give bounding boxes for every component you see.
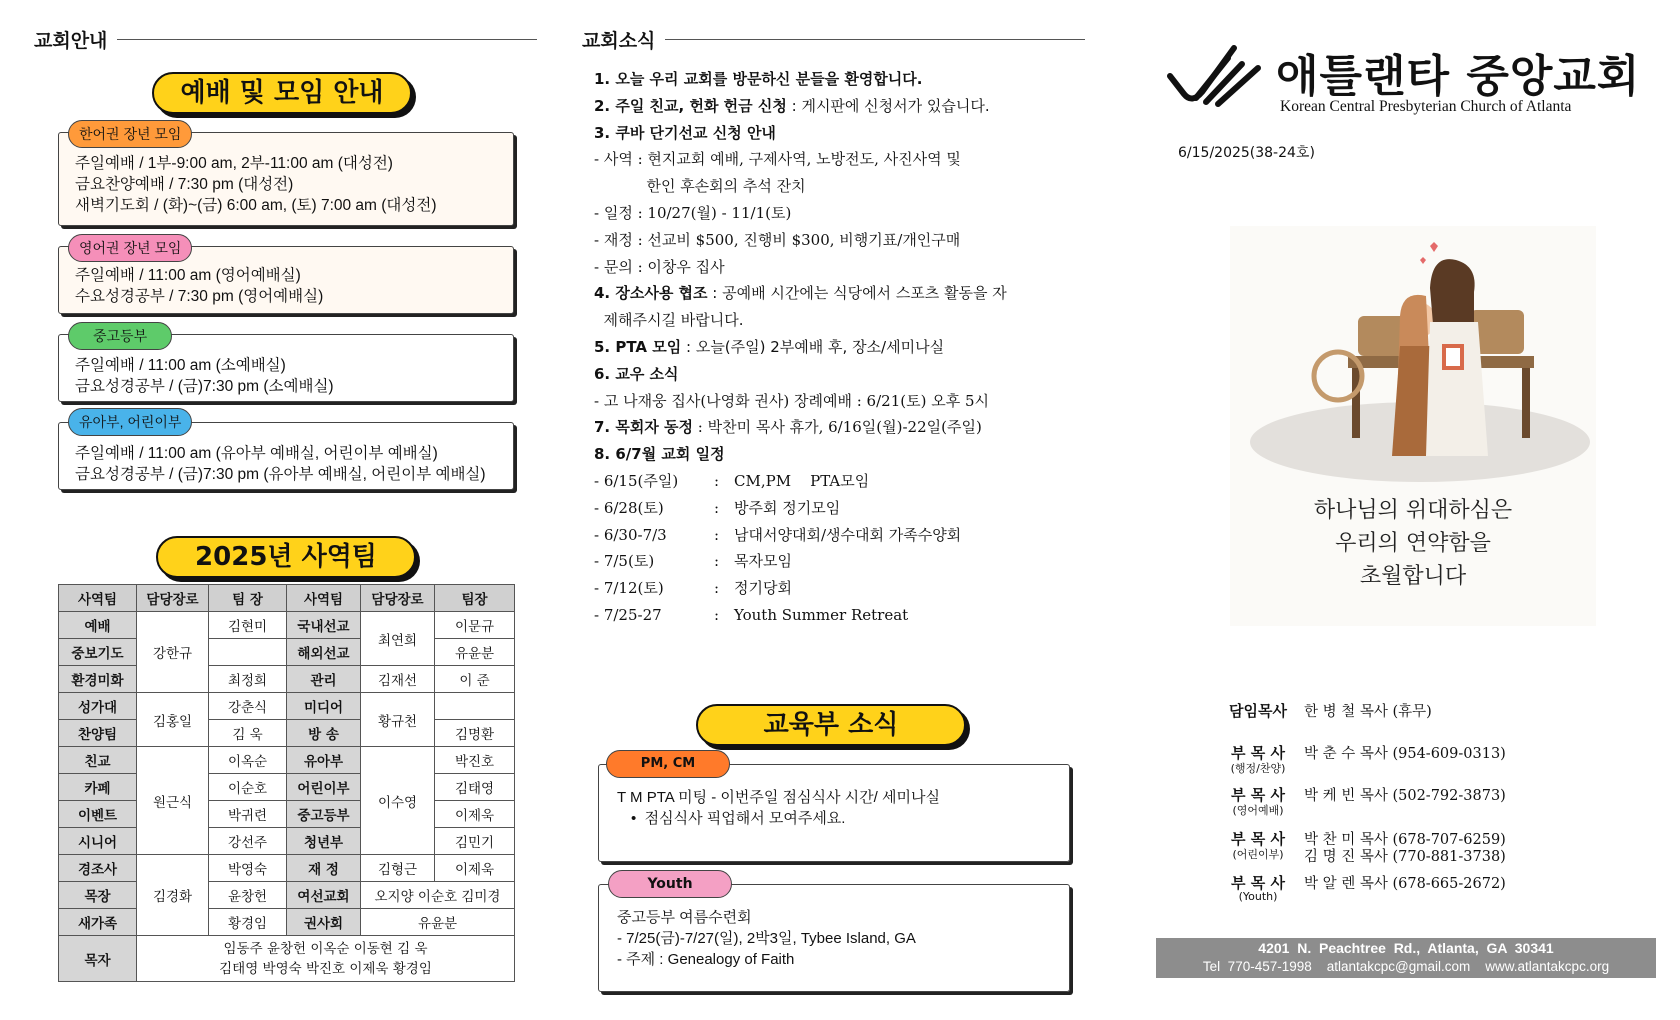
- table-row: [59, 693, 515, 720]
- news-item: 5. PTA 모임 : 오늘(주일) 2부예배 후, 장소/세미나실: [594, 337, 945, 356]
- header-cell: 팀장: [435, 585, 515, 612]
- pmcm-line: T M PTA 미팅 - 이번주일 점심식사 시간/ 세미나실: [617, 789, 940, 806]
- church-name: 애틀랜타 중앙교회: [1276, 51, 1641, 102]
- team-cell: 관리: [287, 666, 361, 693]
- team-cell: 목장: [59, 882, 137, 909]
- group-line: 수요성경공부 / 7:30 pm (영어예배실): [75, 288, 324, 305]
- leader-cell: 이옥순: [209, 747, 287, 774]
- team-title: 2025년 사역팀: [156, 536, 416, 578]
- table-row: [59, 801, 515, 828]
- news-item: - 고 나재웅 집사(나영화 권사) 장례예배 : 6/21(토) 오후 5시: [594, 391, 989, 410]
- verse-text: 하나님의 위대하심은 우리의 연약함을 초월합니다: [1313, 498, 1513, 589]
- leader-cell: 오지양 이순호 김미경: [361, 882, 515, 909]
- team-cell: 예배: [59, 612, 137, 639]
- jesus-comforting-illustration-icon: [1230, 226, 1596, 486]
- elder-cell: 황규천: [361, 693, 435, 747]
- tag-english-adult: 영어권 장년 모임: [68, 234, 192, 262]
- group-line: 금요성경공부 / (금)7:30 pm (유아부 예배실, 어린이부 예배실): [75, 466, 486, 483]
- youth-line: 중고등부 여름수련회: [617, 909, 752, 926]
- leader-cell: 김민기: [435, 828, 515, 855]
- divider: [665, 39, 1085, 40]
- team-cell: 찬양팀: [59, 720, 137, 747]
- schedule-item: - 6/30-7/3 : 남대서양대회/생수대회 가족수양회: [594, 525, 962, 544]
- elder-cell: 이수영: [361, 747, 435, 855]
- footer-contact-bar: [1156, 938, 1656, 978]
- header-cell: 담당장로: [137, 585, 209, 612]
- leader-cell: 김현미: [209, 612, 287, 639]
- news-item: - 일정 : 10/27(월) - 11/1(토): [594, 203, 792, 222]
- team-cell: 새가족: [59, 909, 137, 936]
- leader-cell: 박영숙: [209, 855, 287, 882]
- schedule-item: - 7/5(토) : 목자모임: [594, 552, 792, 571]
- leader-cell: 최정희: [209, 666, 287, 693]
- group-line: 주일예배 / 11:00 am (영어예배실): [75, 267, 301, 284]
- team-cell: 방 송: [287, 720, 361, 747]
- team-cell: 시니어: [59, 828, 137, 855]
- youth-line: - 7/25(금)-7/27(일), 2박3일, Tybee Island, GA: [617, 930, 916, 947]
- tag-youth: 중고등부: [68, 322, 172, 350]
- schedule-list: [594, 468, 1104, 629]
- team-cell: 권사회: [287, 909, 361, 936]
- leader-cell: 김 욱: [209, 720, 287, 747]
- news-item: - 문의 : 이창우 집사: [594, 257, 725, 276]
- team-cell: 중고등부: [287, 801, 361, 828]
- table-row: [59, 936, 515, 982]
- elder-cell: 김경화: [137, 855, 209, 936]
- shepherds-line: 김태영 박영숙 박진호 이제욱 황경임: [219, 960, 432, 977]
- edu-title: 교육부 소식: [696, 704, 966, 746]
- team-cell: 친교: [59, 747, 137, 774]
- news-item: - 사역 : 현지교회 예배, 구제사역, 노방전도, 사진사역 및: [594, 150, 961, 169]
- team-cell: 경조사: [59, 855, 137, 882]
- shepherds-line: 임동주 윤창헌 이옥순 이동현 김 욱: [223, 940, 428, 957]
- bulletin-date: 6/15/2025(38-24호): [1178, 145, 1315, 161]
- elder-cell: 김재선: [361, 666, 435, 693]
- news-item: 제해주시길 바랍니다.: [594, 311, 744, 330]
- table-row: [59, 666, 515, 693]
- leader-cell: 이제욱: [435, 855, 515, 882]
- leader-cell: 이문규: [435, 612, 515, 639]
- table-row: [59, 828, 515, 855]
- leader-cell: [209, 639, 287, 666]
- tag-youth-edu: Youth: [608, 870, 732, 898]
- worship-title: 예배 및 모임 안내: [152, 72, 412, 114]
- table-row: [59, 882, 515, 909]
- tag-korean-adult: 한어권 장년 모임: [68, 120, 192, 148]
- group-line: 새벽기도회 / (화)~(금) 6:00 am, (토) 7:00 am (대성전): [75, 197, 437, 214]
- news-item: 3. 쿠바 단기선교 신청 안내: [594, 123, 776, 142]
- team-cell: 해외선교: [287, 639, 361, 666]
- team-cell: 중보기도: [59, 639, 137, 666]
- news-item: 7. 목회자 동정 : 박찬미 목사 휴가, 6/16일(월)-22일(주일): [594, 418, 982, 437]
- news-item: 6. 교우 소식: [594, 364, 679, 383]
- youth-edu-box: [598, 884, 1070, 992]
- leader-cell: 강춘식: [209, 693, 287, 720]
- leader-cell: 유윤분: [361, 909, 515, 936]
- leader-cell: 박귀련: [209, 801, 287, 828]
- team-cell: 청년부: [287, 828, 361, 855]
- leader-cell: [435, 693, 515, 720]
- leader-cell: 윤창헌: [209, 882, 287, 909]
- team-cell: 어린이부: [287, 774, 361, 801]
- group-line: 금요찬양예배 / 7:30 pm (대성전): [75, 176, 294, 193]
- team-cell: 국내선교: [287, 612, 361, 639]
- team-cell: 유아부: [287, 747, 361, 774]
- table-header-row: [59, 585, 515, 612]
- pmcm-box: [598, 764, 1070, 862]
- table-row: [59, 720, 515, 747]
- team-cell: 환경미화: [59, 666, 137, 693]
- schedule-item: - 7/25-27 : Youth Summer Retreat: [594, 605, 909, 624]
- elder-cell: 김홍일: [137, 693, 209, 747]
- header-cell: 사역팀: [59, 585, 137, 612]
- news-item: 4. 장소사용 협조 : 공예배 시간에는 식당에서 스포츠 활동을 자: [594, 284, 1007, 303]
- section-header-church-news: 교회소식: [582, 26, 1085, 53]
- leader-cell: 김태영: [435, 774, 515, 801]
- group-line: 주일예배 / 1부-9:00 am, 2부-11:00 am (대성전): [75, 155, 393, 172]
- pmcm-bullet: • 점심식사 픽업해서 모여주세요.: [631, 810, 846, 827]
- team-cell: 재 정: [287, 855, 361, 882]
- section-header-church-info: 교회안내: [34, 26, 537, 53]
- divider: [117, 39, 537, 40]
- header-cell: 팀 장: [209, 585, 287, 612]
- team-cell: 미디어: [287, 693, 361, 720]
- header-cell: 사역팀: [287, 585, 361, 612]
- tag-pmcm: PM, CM: [606, 750, 730, 778]
- table-row: [59, 855, 515, 882]
- church-name-en: Korean Central Presbyterian Church of Atlanta: [1280, 98, 1572, 115]
- leader-cell: 이순호: [209, 774, 287, 801]
- leader-cell: 김명환: [435, 720, 515, 747]
- group-line: 주일예배 / 11:00 am (유아부 예배실, 어린이부 예배실): [75, 445, 438, 462]
- leader-cell: 유윤분: [435, 639, 515, 666]
- table-row: [59, 639, 515, 666]
- illustration-card: [1230, 226, 1596, 626]
- team-cell: 여선교회: [287, 882, 361, 909]
- schedule-item: - 6/15(주일) : CM,PM PTA모임: [594, 471, 870, 490]
- team-cell: 이벤트: [59, 801, 137, 828]
- news-list: [594, 66, 1104, 629]
- leader-cell: 강선주: [209, 828, 287, 855]
- table-row: [59, 774, 515, 801]
- church-logo-icon: [1166, 38, 1270, 118]
- footer-address: 4201 N. Peachtree Rd., Atlanta, GA 30341: [1258, 940, 1554, 956]
- news-item: - 재정 : 선교비 $500, 진행비 $300, 비행기표/개인구매: [594, 230, 961, 249]
- leader-cell: 황경임: [209, 909, 287, 936]
- team-cell: 성가대: [59, 693, 137, 720]
- youth-line: - 주제 : Genealogy of Faith: [617, 951, 795, 968]
- tag-children: 유아부, 어린이부: [68, 408, 192, 436]
- header-cell: 담당장로: [361, 585, 435, 612]
- elder-cell: 최연희: [361, 612, 435, 666]
- table-row: [59, 909, 515, 936]
- shepherds-cell: [137, 936, 515, 982]
- news-item: 한인 후손회의 추석 잔치: [594, 177, 806, 196]
- schedule-item: - 7/12(토) : 정기당회: [594, 579, 792, 598]
- leader-cell: 이제욱: [435, 801, 515, 828]
- leader-cell: 박진호: [435, 747, 515, 774]
- elder-cell: 강한규: [137, 612, 209, 693]
- table-row: [59, 747, 515, 774]
- ministry-team-table: [58, 584, 515, 982]
- schedule-item: - 6/28(토) : 방주회 정기모임: [594, 498, 841, 517]
- news-item: 2. 주일 친교, 헌화 헌금 신청 : 게시판에 신청서가 있습니다.: [594, 96, 990, 115]
- leader-cell: 이 준: [435, 666, 515, 693]
- team-cell: 목자: [59, 936, 137, 982]
- news-item: 8. 6/7월 교회 일정: [594, 445, 725, 464]
- group-line: 금요성경공부 / (금)7:30 pm (소예배실): [75, 378, 334, 395]
- elder-cell: 원근식: [137, 747, 209, 855]
- footer-contact: Tel 770-457-1998 atlantakcpc@gmail.com www.atlantakcpc.org: [1202, 959, 1610, 974]
- elder-cell: 김형근: [361, 855, 435, 882]
- team-cell: 카페: [59, 774, 137, 801]
- news-item: 1. 오늘 우리 교회를 방문하신 분들을 환영합니다.: [594, 70, 923, 88]
- table-row: [59, 612, 515, 639]
- group-line: 주일예배 / 11:00 am (소예배실): [75, 357, 286, 374]
